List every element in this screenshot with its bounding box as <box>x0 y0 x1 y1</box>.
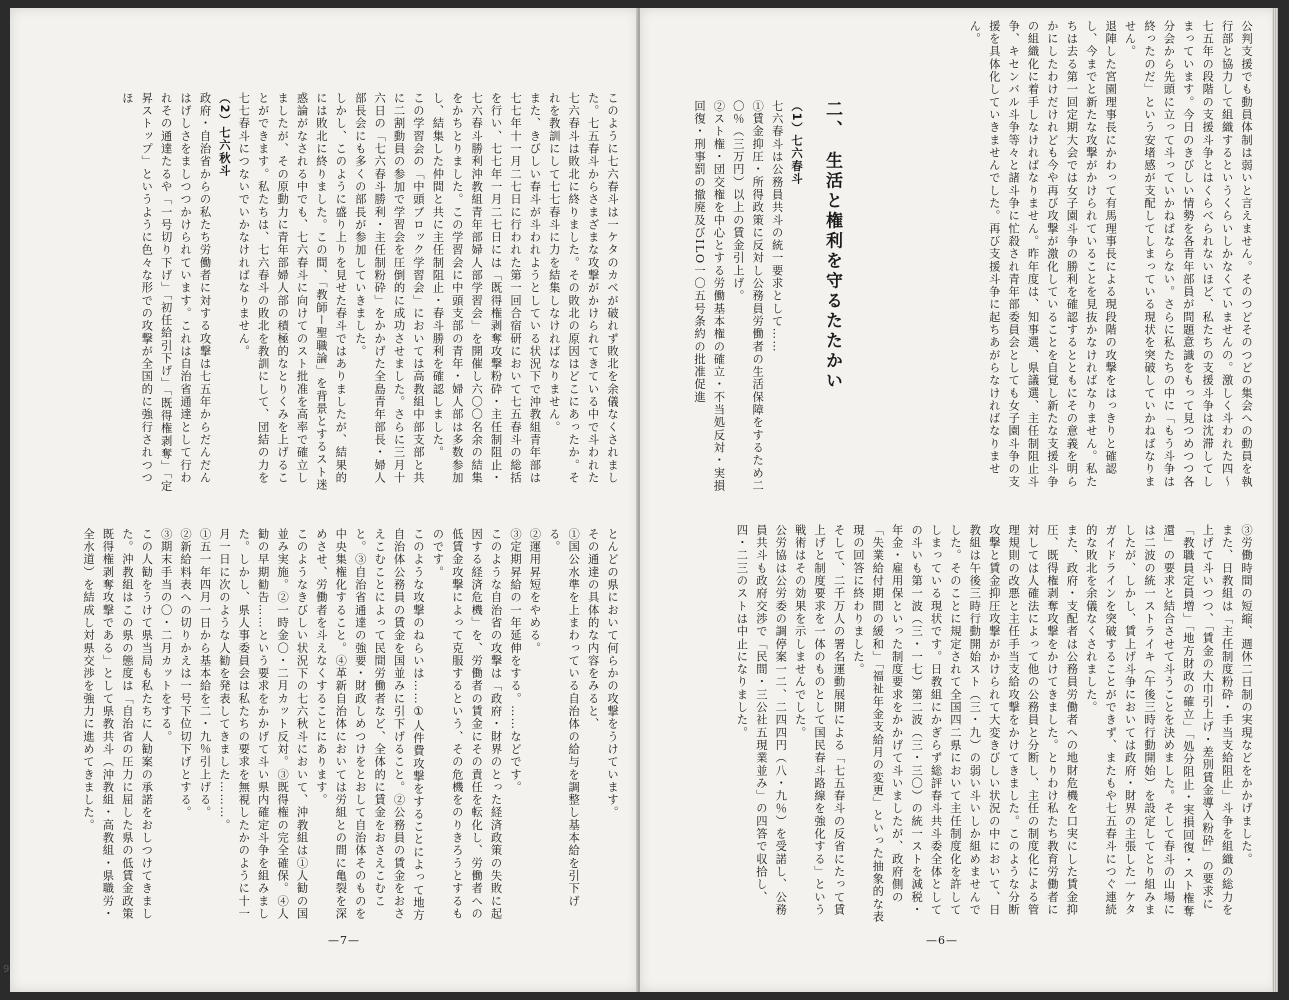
subsection-heading: （1）七六春斗 <box>790 100 803 186</box>
page-6-top-paragraphs <box>968 20 1256 494</box>
page-6-subsection-1 <box>692 100 806 494</box>
paragraph: このようなきびしい状況下の七六秋斗において、沖教組は①人勧の国並み実施。②一時金〇・二月カット反対。③既得権の完全確保。④人勧の早期勧告……という要求をかかげて斗い県内確定斗争を組みました。しかし、県人事委員会は私たちの要求を無視したかのように十一月一日に次のような人勧を発表してきました………。 <box>217 528 309 921</box>
page-6-bottom-block <box>696 524 1256 924</box>
paragraph: 公判支援でも動員体制は弱いと言えません。そのつどそのつどの集会への動員を執行部と協力して組織するというくらいしかなくていませんの。激しく斗われた四〜七五年の段階の支援斗争とはくらべられないほど、私たちの支援斗争は沈滞してしまっています。今日のきびしい情勢を各青年部員が問題意識をもって見つめつつ各分会から先頭に立って斗っていかねばならない。さらに私たちの中に「もう斗争は終ったのだ」という安堵感が支配してしまっている現状を突破していかねばなりません。 <box>1123 20 1253 489</box>
paragraph: その通達の具体的な内容をみると、 <box>586 528 600 731</box>
paragraph: この人勧をうけて県当局も私たちに人勧案の承諾をおしつけてきました。沖教組はこの県の態度は「自治省の圧力に屈した県の低賃金政策既得権剥奪攻撃である」として県教共斗（沖教組・高教組・県職労・全水道）を結成し対県交渉を強力に進めてきました。 <box>82 528 154 921</box>
paragraph: ①五一年四月一日から基本給を二・九％引上げる。 <box>198 528 212 819</box>
paragraph: ①国公水準を上まわっている自治体の給与を調整し基本給を引下げる。 <box>547 528 581 908</box>
paragraph: ③期末手当の〇・二月カットをする。 <box>159 528 173 744</box>
paragraph: このような自治省の攻撃は「政府・財界のとった経済政策の失敗に起因する経済危機」を、労働者の賃金にその責任を転化し、労働者への低賃金攻撃によって克服するという、その危機をのりきろうとするものです。 <box>431 528 503 921</box>
page-edge <box>1272 8 1278 992</box>
paragraph: このように七六春斗は一ケタのカベが破れず敗北を余儀なくされました。七五春斗からさまざまな攻撃がかけられてきている中で斗われた七六春斗は敗北に終りました。その敗北の原因はどこにあったか。それを教訓にして七七春斗に力を結集しなければなりません。 <box>547 92 619 485</box>
paragraph: 公労協は公労委の調停案一二、二四四円（八・九％）を受諾し、公務員共斗も政府交渉で「民間・三公社五現業並み」の四答で収拾し、四・二三のストは中止になりました。 <box>735 524 788 917</box>
page-number: —7— <box>328 934 360 947</box>
paragraph: また、政府・支配者は公務員労働者への地財危機を口実にした賃金抑圧、既得権剥奪攻撃をかけてきました。とりわけ私たち教育労働者に対しては人確法によって他の公務員と分断し、主任の制度化による管理規則の改悪と主任手当支給攻撃をかけてきました。このような分断攻撃と賃金抑圧攻撃がかけられて大変きびしい状況の中において、日教組は午後三時行動開始スト（三・九）の弱い斗いしか組めませんでした。そのことに規定されて全国四二県において主任制度化を許してしまっている現状です。日教組にかぎらず総評春斗共斗委全体としての斗いも第一波（三・一七）第二波（三・三〇）の統一ストを減税・年金・雇用保といった制度要求をかかげて斗いましたが、政府側の「失業給付期間の緩和」「福祉年金支給月の変更」といった抽象的な表現の回答に終わりました。 <box>851 524 1079 924</box>
paragraph: また、日教組は「主任制度粉砕・手当支給阻止」斗争を組織の総力を上げて斗いつつ、「賃金の大巾引上げ・差別賃金導入粉砕」の要求に「教職員定員増」「地方財政の確立」「処分阻止・実損回復・スト権奪還」の要求と結合させて斗うことを決めました。そして春斗の山場には二波の統一ストライキ（午後三時行動開始）を設定してとり組みましたが、しかし、賃上げ斗争においては政府・財界の主張した一ケタガイドラインを突破することができず、またもや七五春斗につぐ連続的な敗北を余儀なくされました。 <box>1084 524 1234 918</box>
paragraph: ②新給料表への切りかえは一号下位切下げとする。 <box>179 528 193 819</box>
paragraph: また、きびしい春斗が斗われようとしている状況下で沖教組青年部は七七年十一月二七日に行われた第一回合宿研において七五春斗の総括を行い、七七年一月二七日には「既得権剥奪攻撃粉砕・主任制阻止・七六春斗勝利沖教組青年部婦人部学習会」を開催し六〇〇名余の結集をかちとりました。この学習会に中頭支部の青年・婦人部は多数参加し、結集した仲間と共に主任制阻止・春斗勝利を確認しました。 <box>431 92 542 485</box>
page-7-bottom-block <box>82 528 622 928</box>
page-6 <box>640 8 1278 992</box>
paragraph: ①賃金抑圧・所得政策に反対し公務員労働者の生活保障をするため二〇％（三万円）以上の賃金引上げ。 <box>731 100 765 493</box>
paragraph: ②スト権・団交権を中心とする労働基本権の確立・不当処反対・実損回復・刑事罰の撤廃及びILO一〇五号条約の批准促進 <box>692 100 726 493</box>
page-number: —6— <box>926 934 958 947</box>
paragraph: ③定期昇給の一年延伸をする。……などです。 <box>508 528 522 794</box>
paragraph: 七六春斗は公務員共斗の統一要求として…… <box>770 100 784 353</box>
paragraph: この学習会の「中頭ブロック学習会」においては高教組中部支部と共に二割動員の参加で学習会を圧倒的に成功させました。さらに三月十六日の「七六春斗勝利・主任制粉砕」をかかげた全島青年部長・婦人部長会にも多くの部長が参加していきました。 <box>353 92 425 485</box>
page-7 <box>10 8 638 992</box>
corner-mark: 9 <box>3 964 10 975</box>
paragraph: そして、二千万人の署名運動展開による「七五春斗の反省にたって賃上げと制度要求を一体のものとして国民春斗路線を強化する」という戦術はその効果を示しませんでした。 <box>793 524 846 917</box>
paragraph: 政府・自治省からの私たち労働者に対する攻撃は七五年からだんだんはげしさをましつつかけられています。これは自治省通達として行われその通達たるや「一号切り下げ」「初任給引下げ」「既得権剥奪」「定昇ストップ」というように色々な形での攻撃が全国的に強行されつつほ <box>120 92 212 493</box>
booklet-spread <box>10 8 1278 992</box>
section-heading: 二、 生活と権利を守るたたかい <box>822 100 842 392</box>
paragraph: 退陣した宮園理事長にかわって有馬理事長による現段階の攻撃をはっきりと確認し、今までと新たな攻撃がかけられていることを見抜かなければなりません。私たちは去る第一回定期大会では女子園斗争の勝利を確認するとともにその意義を明らかにしたわけだけれども今や再び攻撃が激化していることを自覚し新たな支援斗争の組織化に着手しなければなりません。昨年度は、知事選、県議選、主任制阻止斗争、キセンバル斗争等々と諸斗争に忙殺され青年部委員会としても女子園斗争の支援を具体化していきませんでした。再び支援斗争に起ちあがらなければなりません。 <box>968 20 1118 489</box>
page-7-top-block <box>94 92 622 494</box>
subsection-heading: （2）七六秋斗 <box>217 92 231 178</box>
paragraph: このような攻撃のねらいは……①人件費攻撃をすることによって地方自治体公務員の賃金を国並みに引下げること。②公務員の賃金をおさえこむことによって民間労働者など、全体的に賃金をおさえこむこと。③自治省通達の強要・財政しめつけをとおして自治体そのものを中央集権化すること。④革新自治体においては労組との間に亀裂を深めさせ、労働者を斗えなくすることにあります。 <box>314 528 425 922</box>
paragraph: とんどの県において何らかの攻撃をうけています。 <box>606 528 619 819</box>
paragraph: しかし、このように盛り上りを見せた春斗ではありましたが、結果的には敗北に終りました。この間、「教師ー聖職論」を背景とするスト迷惑論がなされる中でも、七六春斗に向けてのスト批准を高率で確立しましたが、その原動力に青年部婦人部の積極的なとりくみを上げることができます。私たちは、七六春斗の敗北を教訓にして、団結の力を七七春斗につないでいかなければなりません。 <box>237 92 348 492</box>
paragraph: ②運用昇短をやめる。 <box>528 528 542 655</box>
paragraph: ③労働時間の短縮、週休二日制の実現などをかかげました。 <box>1240 524 1253 866</box>
